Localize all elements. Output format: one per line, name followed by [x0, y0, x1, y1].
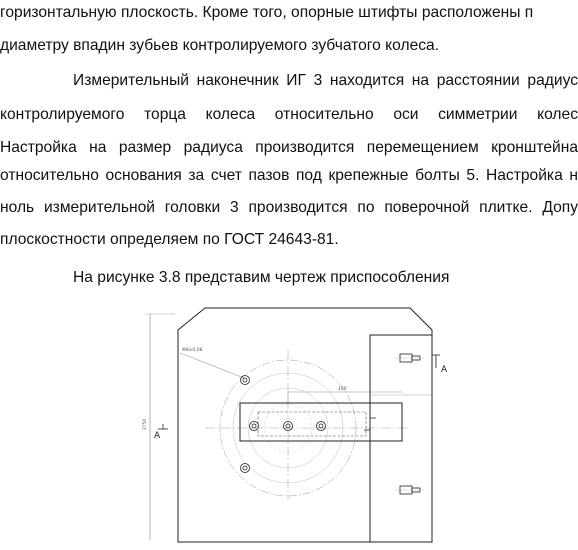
section-mark-right: А	[441, 365, 448, 375]
paragraph-line: горизонтальную плоскость. Кроме того, опорные штифты расположены п	[0, 4, 534, 21]
stand-column	[370, 335, 432, 542]
paragraph-line: Измерительный наконечник ИГ 3 находится на расстоянии радиус	[73, 72, 578, 89]
section-mark-left: А	[154, 431, 161, 441]
figure-caption-intro: На рисунке 3.8 представим чертеж приспособления	[73, 269, 450, 286]
paragraph-line: ноль измерительной головки 3 производится по поверочной плитке. Допу	[0, 199, 578, 216]
bracket	[240, 403, 402, 441]
hole-dimension: Ф8±0,08	[182, 348, 203, 353]
pin-holes	[241, 376, 326, 473]
height-dimension: 2750	[143, 418, 148, 430]
paragraph-line: диаметру впадин зубьев контролируемого зубчатого колеса.	[0, 37, 440, 54]
paragraph-line: Настройка на размер радиуса производится перемещением кронштейна	[0, 139, 578, 156]
clamp-screw	[396, 486, 424, 494]
paragraph-line: плоскостности определяем по ГОСТ 24643-81.	[0, 231, 339, 248]
paragraph-line: контролируемого торца колеса относительно оси симметрии колес	[0, 106, 578, 123]
clamp-screw	[396, 354, 424, 362]
paragraph-line: относительно основания за счет пазов под крепежные болты 5. Настройка н	[0, 167, 578, 184]
base-plate	[178, 308, 432, 542]
radius-dimension: 160	[338, 387, 347, 392]
